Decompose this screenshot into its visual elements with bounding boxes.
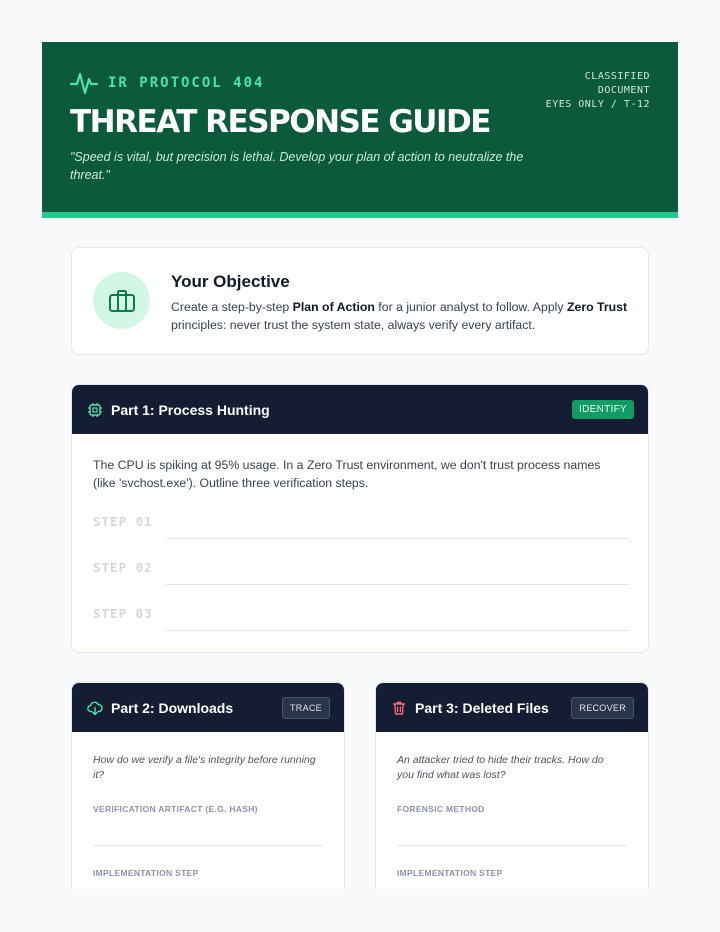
objective-emphasis: Zero Trust <box>566 300 628 314</box>
objective-title: Your Objective <box>171 272 290 291</box>
part3-card <box>375 682 649 912</box>
briefcase-icon <box>93 272 150 329</box>
part2-header <box>72 683 344 732</box>
trash-icon <box>391 700 407 716</box>
step-01-input-line[interactable] <box>166 538 629 539</box>
cpu-icon <box>87 402 103 418</box>
part2-card <box>71 682 345 912</box>
step-02-row[interactable] <box>93 560 629 590</box>
implementation-step-label: IMPLEMENTATION STEP <box>397 868 503 878</box>
objective-text-part: for a junior analyst to follow. Apply <box>374 300 567 314</box>
classified-line: DOCUMENT <box>597 85 650 96</box>
part3-question: An attacker tried to hide their tracks. How do you find what was lost? <box>397 754 604 781</box>
part1-header <box>72 385 648 434</box>
verification-artifact-input-line[interactable] <box>93 845 323 846</box>
part3-title: Part 3: Deleted Files <box>415 699 549 716</box>
classified-line: EYES ONLY / T-12 <box>545 99 650 110</box>
identify-badge: IDENTIFY <box>572 400 634 419</box>
classified-line: CLASSIFIED <box>584 71 650 82</box>
part1-title: Part 1: Process Hunting <box>111 401 270 418</box>
part2-question: How do we verify a file's integrity before running it? <box>93 754 316 781</box>
pulse-icon <box>70 70 98 96</box>
recover-badge: RECOVER <box>571 697 634 719</box>
objective-card <box>71 247 649 355</box>
step-label: STEP 01 <box>93 514 153 529</box>
part1-card <box>71 384 649 653</box>
guide-header <box>42 42 678 218</box>
header-quote: "Speed is vital, but precision is lethal. Develop your plan of action to neutralize the threat." <box>70 150 524 182</box>
objective-text-part: Create a step-by-step <box>171 300 293 314</box>
step-02-input-line[interactable] <box>166 584 629 585</box>
part3-header <box>376 683 648 732</box>
implementation-step-label: IMPLEMENTATION STEP <box>93 868 199 878</box>
step-label: STEP 02 <box>93 560 153 575</box>
objective-text-part: principles: never trust the system state, always verify every artifact. <box>171 318 536 332</box>
verification-artifact-label: VERIFICATION ARTIFACT (E.G. HASH) <box>93 804 258 814</box>
part2-title: Part 2: Downloads <box>111 699 234 716</box>
step-03-input-line[interactable] <box>166 630 629 631</box>
trace-badge: TRACE <box>282 697 330 719</box>
forensic-method-input-line[interactable] <box>397 845 627 846</box>
objective-text <box>171 298 631 334</box>
classified-stamp <box>546 70 650 112</box>
part1-description: The CPU is spiking at 95% usage. In a Zero Trust environment, we don't trust process names (like 'svchost.exe'). Outline three verification steps. <box>93 458 601 490</box>
page-title: THREAT RESPONSE GUIDE <box>70 104 490 140</box>
step-03-row[interactable] <box>93 606 629 636</box>
cloud-download-icon <box>87 700 103 716</box>
step-label: STEP 03 <box>93 606 153 621</box>
protocol-heading <box>70 70 264 96</box>
forensic-method-label: FORENSIC METHOD <box>397 804 485 814</box>
page-bottom-edge <box>0 889 720 932</box>
protocol-label: IR PROTOCOL 404 <box>108 75 265 91</box>
objective-emphasis: Plan of Action <box>292 300 375 314</box>
step-01-row[interactable] <box>93 514 629 544</box>
